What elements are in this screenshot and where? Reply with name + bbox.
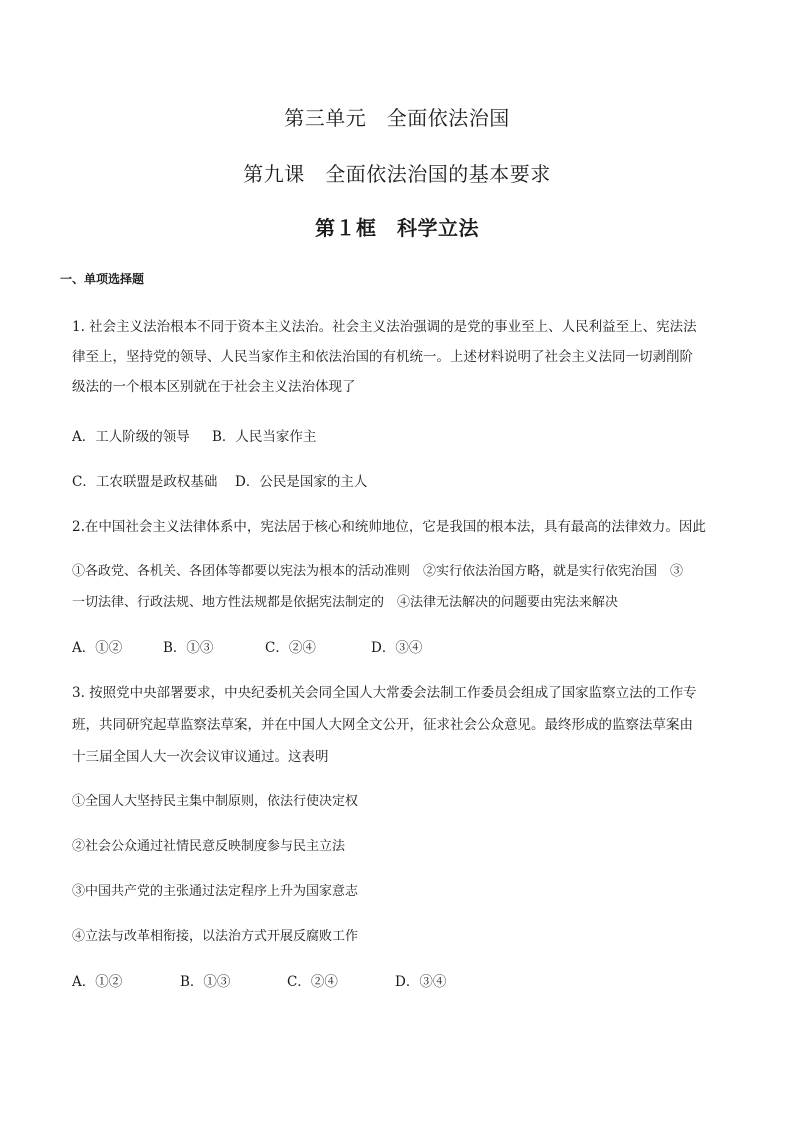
q3-option-c: C．②④ [287,974,338,990]
q3-option-b: B．①③ [180,974,231,990]
q1-option-d: D．公民是国家的主人 [235,474,368,490]
q2-option-d: D．③④ [371,640,423,656]
q1-option-a: A．工人阶级的领导 [72,429,190,445]
section-heading: 一、单项选择题 [60,272,145,286]
q1-option-c: C．工农联盟是政权基础 [72,474,218,490]
q3-stem-line-3: 十三届全国人大一次会议审议通过。这表明 [72,749,329,765]
q1-stem-line-3: 级法的一个根本区别就在于社会主义法治体现了 [72,379,356,395]
q3-statement-1: ①全国人大坚持民主集中制原则，依法行使决定权 [72,794,359,809]
q3-stem-line-1: 3. 按照党中央部署要求，中央纪委机关会同全国人大常委会法制工作委员会组成了国家监察立法的工作专 [72,685,697,701]
q3-statement-4: ④立法与改革相衔接，以法治方式开展反腐败工作 [72,929,359,944]
lesson-title: 第九课 全面依法治国的基本要求 [243,162,551,186]
frame-title: 第１框 科学立法 [315,216,479,240]
q1-option-b: B．人民当家作主 [212,429,317,445]
q2-statement-line-2: 一切法律、行政法规、地方性法规都是依据宪法制定的 ④法律无法解决的问题要由宪法来解决 [72,595,619,610]
q3-option-d: D．③④ [395,974,447,990]
unit-title: 第三单元 全面依法治国 [284,106,510,130]
q3-statement-2: ②社会公众通过社情民意反映制度参与民主立法 [72,839,346,854]
q2-statement-line-1: ①各政党、各机关、各团体等都要以宪法为根本的活动准则 ②实行依法治国方略，就是实行依宪治国 ③ [72,564,684,579]
q2-option-a: A．①② [72,640,123,656]
q2-option-c: C．②④ [265,640,316,656]
q1-stem-line-1: 1. 社会主义法治根本不同于资本主义法治。社会主义法治强调的是党的事业至上、人民利益至上、宪法法 [72,319,697,335]
q3-statement-3: ③中国共产党的主张通过法定程序上升为国家意志 [72,884,359,899]
q1-stem-line-2: 律至上，坚持党的领导、人民当家作主和依法治国的有机统一。上述材料说明了社会主义法同一切剥削阶 [72,349,693,365]
q2-option-b: B．①③ [163,640,214,656]
q2-stem-line-1: 2.在中国社会主义法律体系中，宪法居于核心和统帅地位，它是我国的根本法，具有最高的法律效力。因此 [72,519,706,535]
q3-stem-line-2: 班，共同研究起草监察法草案，并在中国人大网全文公开，征求社会公众意见。最终形成的监察法草案由 [72,717,693,733]
q3-option-a: A．①② [72,974,123,990]
